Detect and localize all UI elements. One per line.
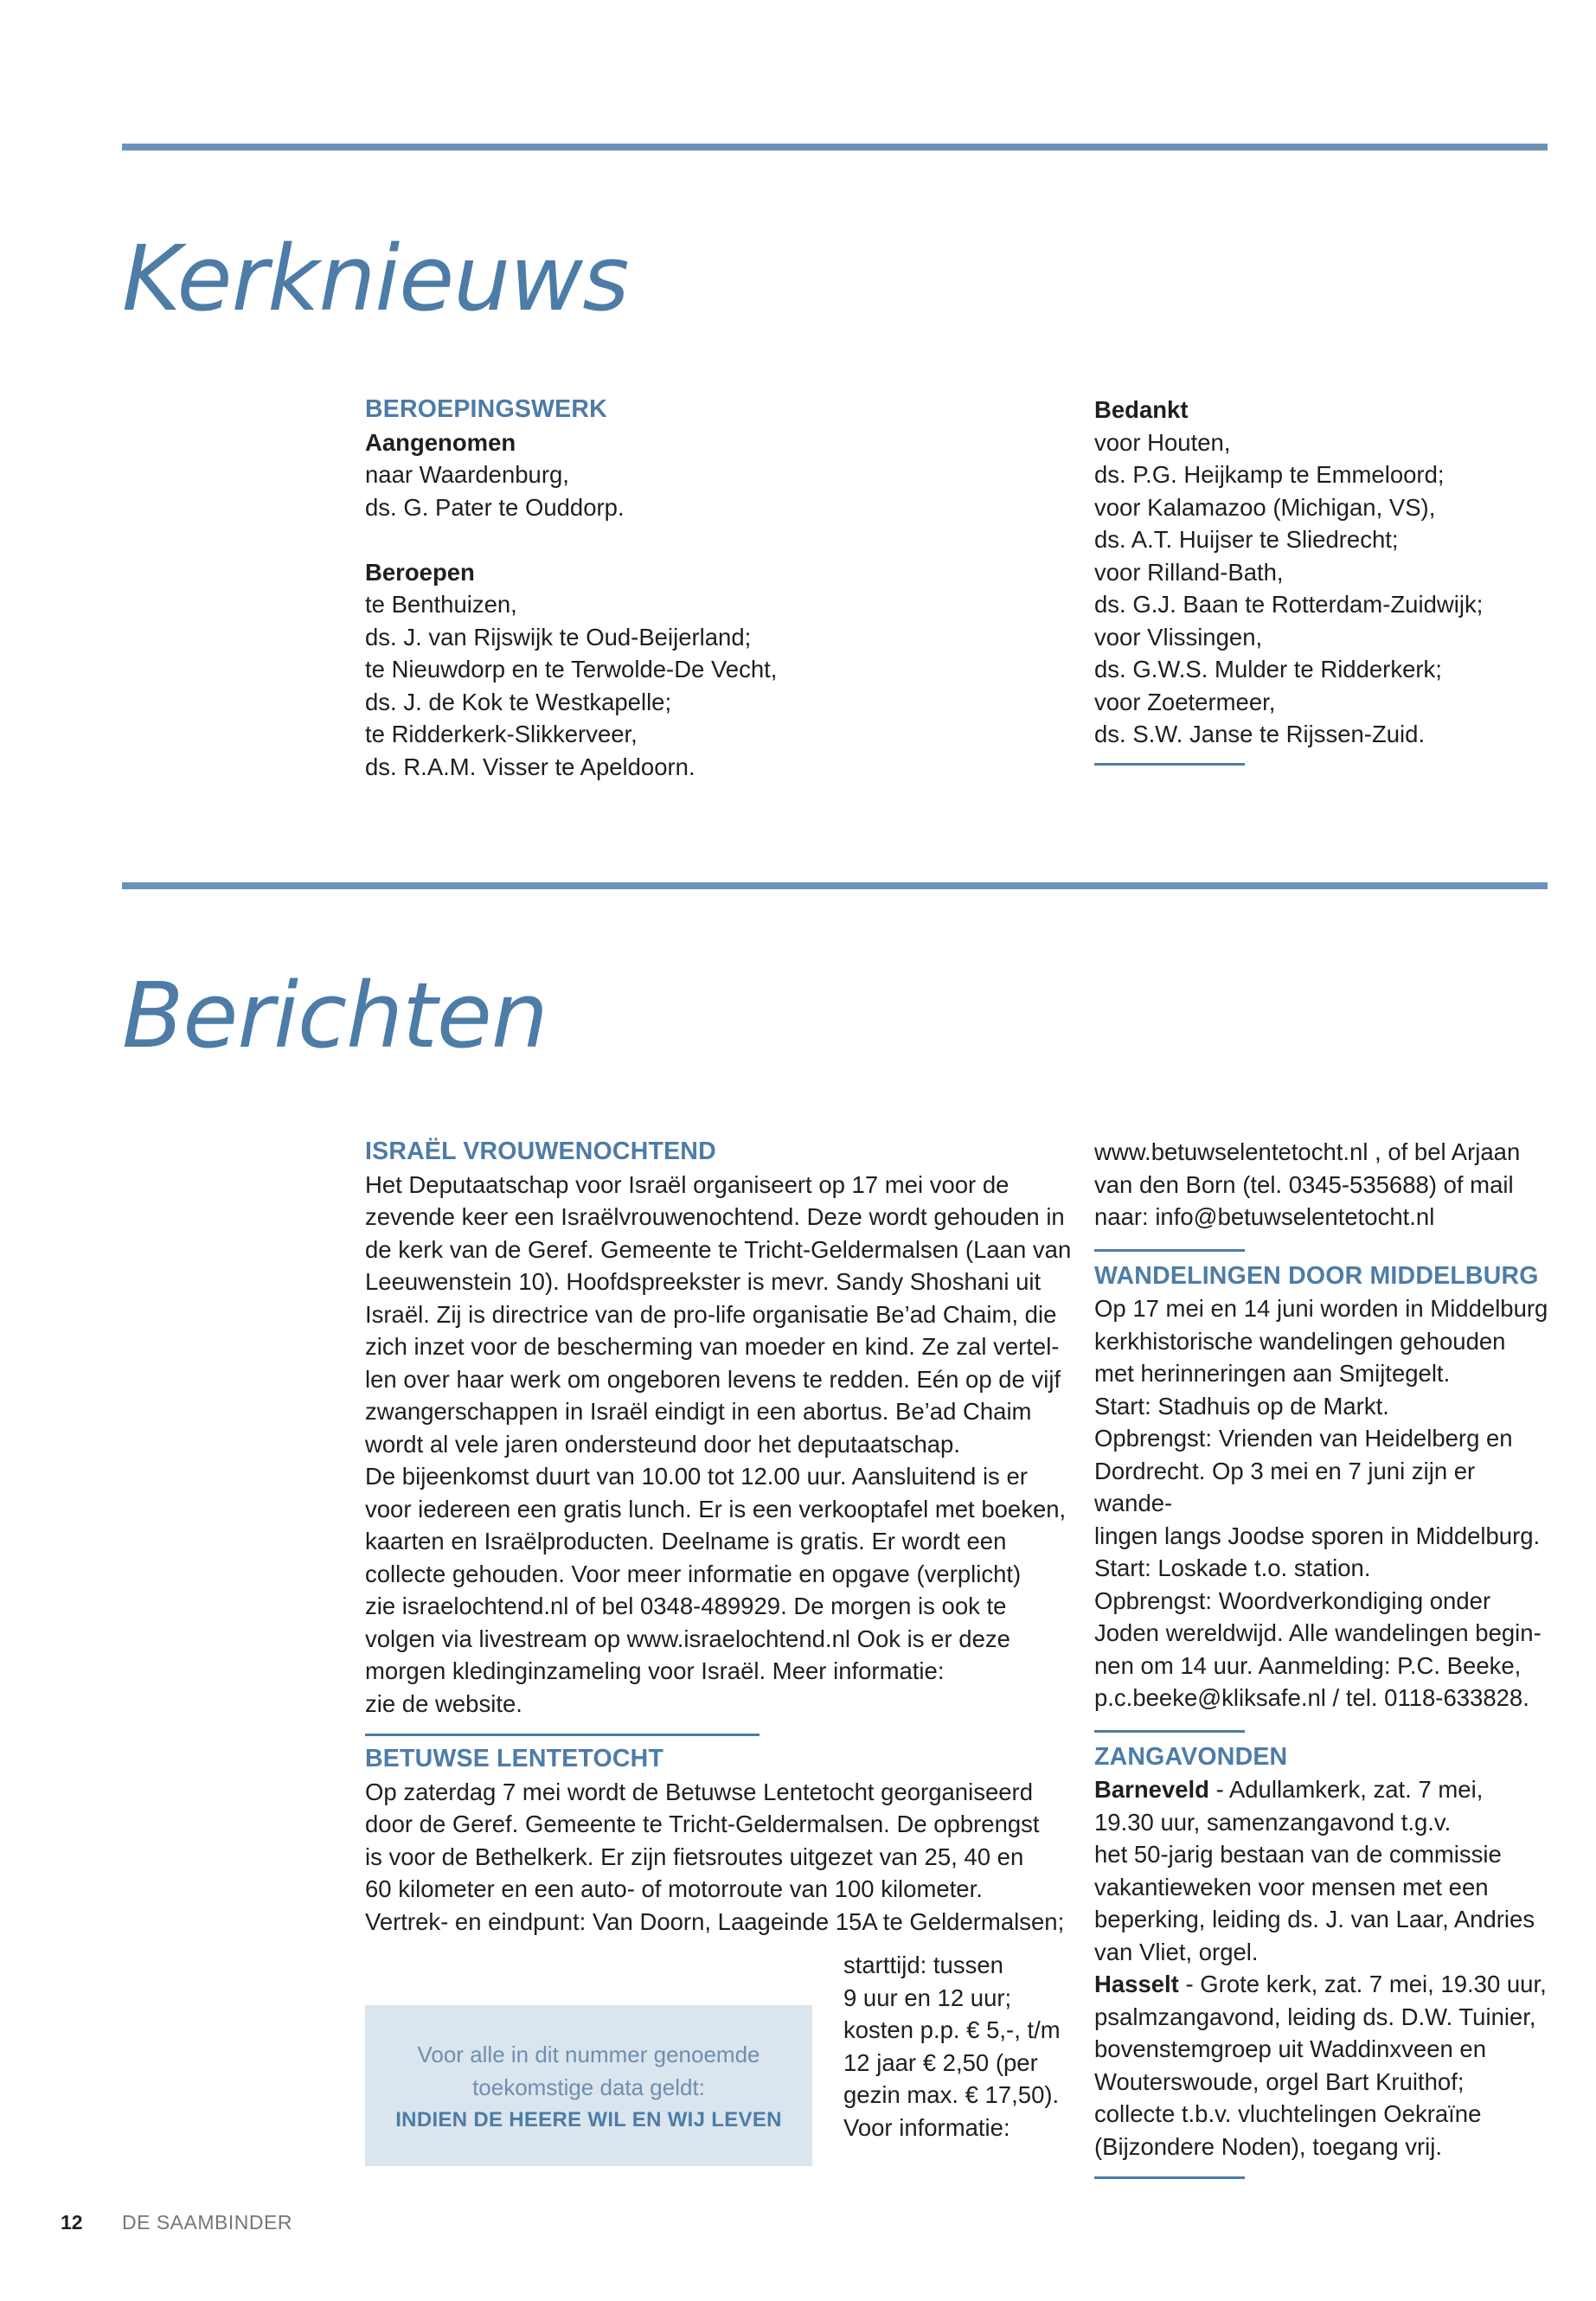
text-line: collecte gehouden. Voor meer informatie en opgave (verplicht) [365,1560,1022,1587]
text-line: beperking, leiding ds. J. van Laar, Andries [1094,1906,1535,1932]
text-line: len over haar werk om ongeboren levens te redden. Eén op de vijf [365,1365,1061,1393]
bedankt-column [1094,394,1527,766]
text-line: het 50-jarig bestaan van de commissie [1094,1841,1502,1868]
text-line: voor Houten, [1094,428,1231,456]
text-line: Voor informatie: [843,2113,1010,2141]
text-line: Opbrengst: Woordverkondiging onder [1094,1586,1491,1614]
text-line: ds. G.J. Baan te Rotterdam-Zuidwijk; [1094,591,1484,618]
text-line: is voor de Bethelkerk. Er zijn fietsroutes uitgezet van 25, 40 en [365,1843,1024,1870]
barneveld-lines [1094,1806,1553,1969]
right-article-column [1094,1136,1553,2179]
text-line: ds. S.W. Janse te Rijssen-Zuid. [1094,721,1426,747]
text-line: (Bijzondere Noden), toegang vrij. [1094,2132,1443,2160]
barneveld-first-line: Barneveld - Adullamkerk, zat. 7 mei, [1094,1776,1484,1803]
middle-divider [122,882,1548,889]
note-line-2: toekomstige data geldt: [472,2074,705,2100]
wandelingen-end-rule [1094,1730,1245,1733]
text-line: wordt al vele jaren ondersteund door het deputaatschap. [365,1430,960,1458]
hasselt-lines [1094,2001,1553,2163]
text-line: voor Vlissingen, [1094,623,1263,651]
text-line: de kerk van de Geref. Gemeente te Tricht-Geldermalsen (Laan van [365,1235,1072,1263]
text-line: 9 uur en 12 uur; [843,1984,1012,2011]
text-line: zevende keer een Israëlvrouwenochtend. Deze wordt gehouden in [365,1203,1065,1230]
wandelingen-body [1094,1292,1553,1715]
text-line: te Ridderkerk-Slikkerveer, [365,721,638,747]
text-line: De bijeenkomst duurt van 10.00 tot 12.00 uur. Aansluitend is er [365,1463,1028,1490]
beroepen-label: Beroepen [365,558,475,586]
text-line: collecte t.b.v. vluchtelingen Oekraïne [1094,2100,1482,2127]
bedankt-lines [1094,426,1527,751]
text-line: ds. J. de Kok te Westkapelle; [365,688,672,715]
text-line: bovenstemgroep uit Waddinxveen en [1094,2035,1487,2062]
aangenomen-lines [365,458,815,523]
text-line: ds. A.T. Huijser te Sliedrecht; [1094,526,1399,553]
text-line: psalmzangavond, leiding ds. D.W. Tuinier, [1094,2003,1536,2030]
text-line: kaarten en Israëlproducten. Deelname is gratis. Er wordt een [365,1528,1007,1554]
text-line: voor Kalamazoo (Michigan, VS), [1094,493,1436,521]
beroepingswerk-heading: BEROEPINGSWERK [365,395,607,423]
text-line: te Benthuizen, [365,591,517,618]
note-line-3: INDIEN DE HEERE WIL EN WIJ LEVEN [395,2108,782,2131]
israel-end-rule [365,1734,760,1736]
text-line: te Nieuwdorp en te Terwolde-De Vecht, [365,656,778,683]
text-line: Opbrengst: Vrienden van Heidelberg en [1094,1425,1513,1452]
text-line: kerkhistorische wandelingen gehouden [1094,1327,1506,1355]
barneveld-label: Barneveld [1094,1776,1209,1803]
top-divider [122,144,1548,151]
bedankt-label: Bedankt [1094,396,1189,423]
magazine-name: DE SAAMBINDER [122,2211,292,2234]
beroepingswerk-column [365,394,815,783]
text-line: zich inzet voor de bescherming van moeder en kind. Ze zal vertel- [365,1333,1060,1360]
text-line: Leeuwenstein 10). Hoofdspreekster is mevr. Sandy Shoshani uit [365,1268,1042,1295]
bedankt-end-rule [1094,763,1245,766]
beroepen-lines [365,588,815,783]
israel-body [365,1169,1074,1721]
text-line: Vertrek- en eindpunt: Van Doorn, Laageinde 15A te Geldermalsen; [365,1907,1065,1935]
aangenomen-label: Aangenomen [365,428,516,456]
text-line: starttijd: tussen [843,1952,1003,1978]
text-line: Wouterswoude, orgel Bart Kruithof; [1094,2067,1465,2095]
text-line: Op 17 mei en 14 juni worden in Middelburg [1094,1295,1548,1322]
text-line: van Vliet, orgel. [1094,1938,1259,1965]
text-line: voor iedereen een gratis lunch. Er is een verkooptafel met boeken, [365,1495,1067,1522]
berichten-title: Berichten [122,963,548,1068]
left-article-column [365,1136,1074,1938]
text-line: volgen via livestream op www.israelochtend.nl Ook is er deze [365,1625,1010,1652]
kerknieuws-title: Kerknieuws [122,226,629,331]
note-box [365,2005,812,2166]
text-line: ds. G. Pater te Ouddorp. [365,493,625,521]
text-line: gezin max. € 17,50). [843,2081,1060,2108]
text-line: naar Waardenburg, [365,461,569,488]
text-line: vakantieweken voor mensen met een [1094,1873,1489,1900]
text-line: Start: Loskade t.o. station. [1094,1554,1371,1581]
text-line: door de Geref. Gemeente te Tricht-Geldermalsen. De opbrengst [365,1811,1040,1837]
text-line: 60 kilometer en een auto- of motorroute van 100 kilometer. [365,1875,983,1902]
betuwse-end-rule [1094,1249,1245,1252]
text-line: Op zaterdag 7 mei wordt de Betuwse Lentetocht georganiseerd [365,1778,1034,1805]
betuwse-continued [843,1949,1086,2144]
text-line: kosten p.p. € 5,-, t/m [843,2016,1061,2043]
text-line: voor Rilland-Bath, [1094,558,1284,586]
text-line: ds. R.A.M. Visser te Apeldoorn. [365,753,695,780]
text-line: lingen langs Joodse sporen in Middelburg. [1094,1522,1541,1549]
text-line: Israël. Zij is directrice van de pro-life organisatie Be’ad Chaim, die [365,1300,1057,1328]
betuwse-right-lines [1094,1136,1553,1234]
text-line: Joden wereldwijd. Alle wandelingen begin- [1094,1619,1542,1646]
text-line: voor Zoetermeer, [1094,688,1276,715]
text-line: Dordrecht. Op 3 mei en 7 juni zijn er wande- [1094,1457,1476,1516]
page-number: 12 [61,2211,83,2234]
wandelingen-heading: WANDELINGEN DOOR MIDDELBURG [1094,1261,1539,1290]
text-line: Start: Stadhuis op de Markt. [1094,1392,1389,1420]
text-line: zie de website. [365,1689,522,1717]
betuwse-continued-lines [843,1949,1086,2144]
text-line: nen om 14 uur. Aanmelding: P.C. Beeke, [1094,1651,1522,1679]
zangavonden-heading: ZANGAVONDEN [1094,1742,1288,1771]
text-line: zwangerschappen in Israël eindigt in een abortus. Be’ad Chaim [365,1398,1032,1425]
text-line: 19.30 uur, samenzangavond t.g.v. [1094,1808,1452,1836]
betuwse-heading: BETUWSE LENTETOCHT [365,1745,664,1772]
text-line: ds. G.W.S. Mulder te Ridderkerk; [1094,656,1442,683]
hasselt-first-line: Hasselt - Grote kerk, zat. 7 mei, 19.30 uur, [1094,1971,1547,1997]
betuwse-body [365,1776,1074,1939]
text-line: morgen kledinginzameling voor Israël. Meer informatie: [365,1657,945,1684]
text-line: 12 jaar € 2,50 (per [843,2048,1038,2076]
text-line: zie israelochtend.nl of bel 0348-489929. De morgen is ook te [365,1593,1007,1619]
text-line: p.c.beeke@kliksafe.nl / tel. 0118-633828. [1094,1684,1529,1711]
hasselt-label: Hasselt [1094,1971,1179,1997]
text-line: naar: info@betuwselentetocht.nl [1094,1203,1435,1230]
text-line: ds. J. van Rijswijk te Oud-Beijerland; [365,623,752,651]
text-line: met herinneringen aan Smijtegelt. [1094,1360,1451,1387]
text-line: Het Deputaatschap voor Israël organiseert op 17 mei voor de [365,1170,1010,1198]
text-line: van den Born (tel. 0345-535688) of mail [1094,1170,1514,1198]
text-line: ds. P.G. Heijkamp te Emmeloord; [1094,461,1445,488]
israel-heading: ISRAËL VROUWENOCHTEND [365,1138,716,1165]
zangavonden-end-rule [1094,2176,1245,2179]
text-line: www.betuwselentetocht.nl , of bel Arjaan [1094,1138,1521,1165]
note-line-1: Voor alle in dit nummer genoemde [417,2041,760,2067]
